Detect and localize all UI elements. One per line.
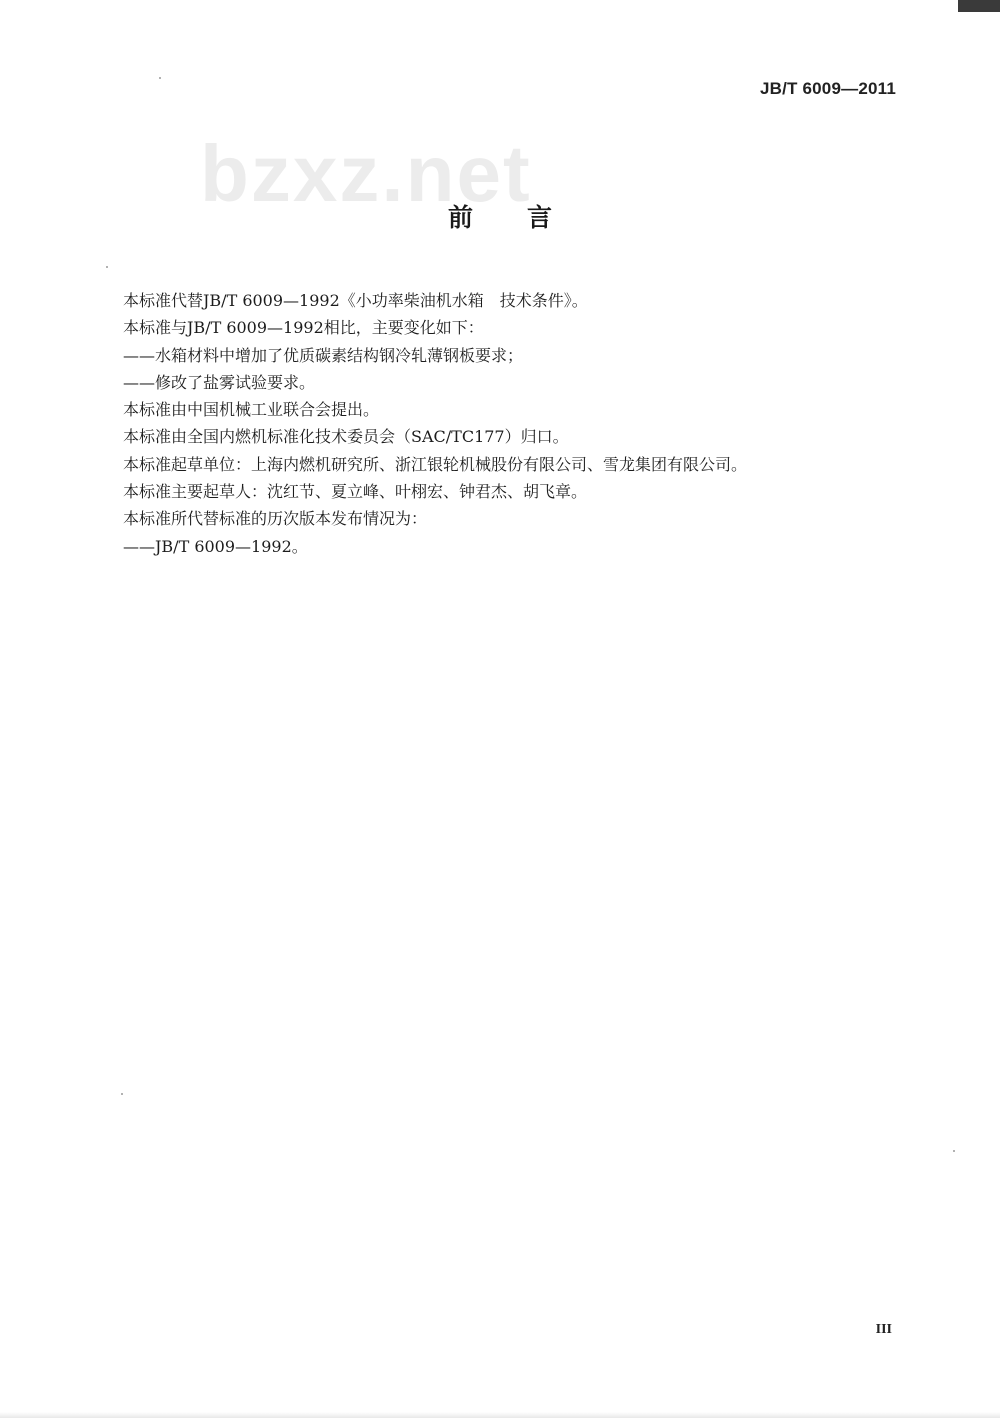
paragraph-replaces: 本标准代替JB/T 6009—1992《小功率柴油机水箱 技术条件》。 (123, 291, 588, 310)
scrollbar-corner (958, 0, 1000, 12)
paragraph-changes-intro: 本标准与JB/T 6009—1992相比，主要变化如下： (123, 318, 484, 338)
version-history-item: ——JB/T 6009—1992。 (123, 536, 308, 556)
paragraph-proposed-by: 本标准由中国机械工业联合会提出。 (123, 400, 380, 420)
scan-speck (121, 1093, 123, 1095)
change-item: ——水箱材料中增加了优质碳素结构钢冷轧薄钢板要求； (123, 345, 524, 365)
standard-number: JB/T 6009—2011 (759, 79, 896, 98)
paragraph-drafters: 本标准主要起草人：沈红节、夏立峰、叶栩宏、钟君杰、胡飞章。 (123, 482, 588, 502)
paragraph-version-history: 本标准所代替标准的历次版本发布情况为： (123, 509, 428, 529)
page-title: 前言 (447, 203, 606, 232)
paragraph-drafting-units: 本标准起草单位：上海内燃机研究所、浙江银轮机械股份有限公司、雪龙集团有限公司。 (123, 454, 748, 474)
paragraph-centralized-by: 本标准由全国内燃机标准化技术委员会（SAC/TC177）归口。 (123, 427, 569, 447)
change-item: ——修改了盐雾试验要求。 (123, 372, 316, 392)
foreword-body (123, 287, 883, 560)
scan-speck (159, 77, 161, 79)
watermark: bzxz.net (200, 129, 532, 218)
scan-speck (106, 266, 108, 268)
scan-speck (953, 1150, 955, 1152)
page-number: III (875, 1322, 892, 1337)
